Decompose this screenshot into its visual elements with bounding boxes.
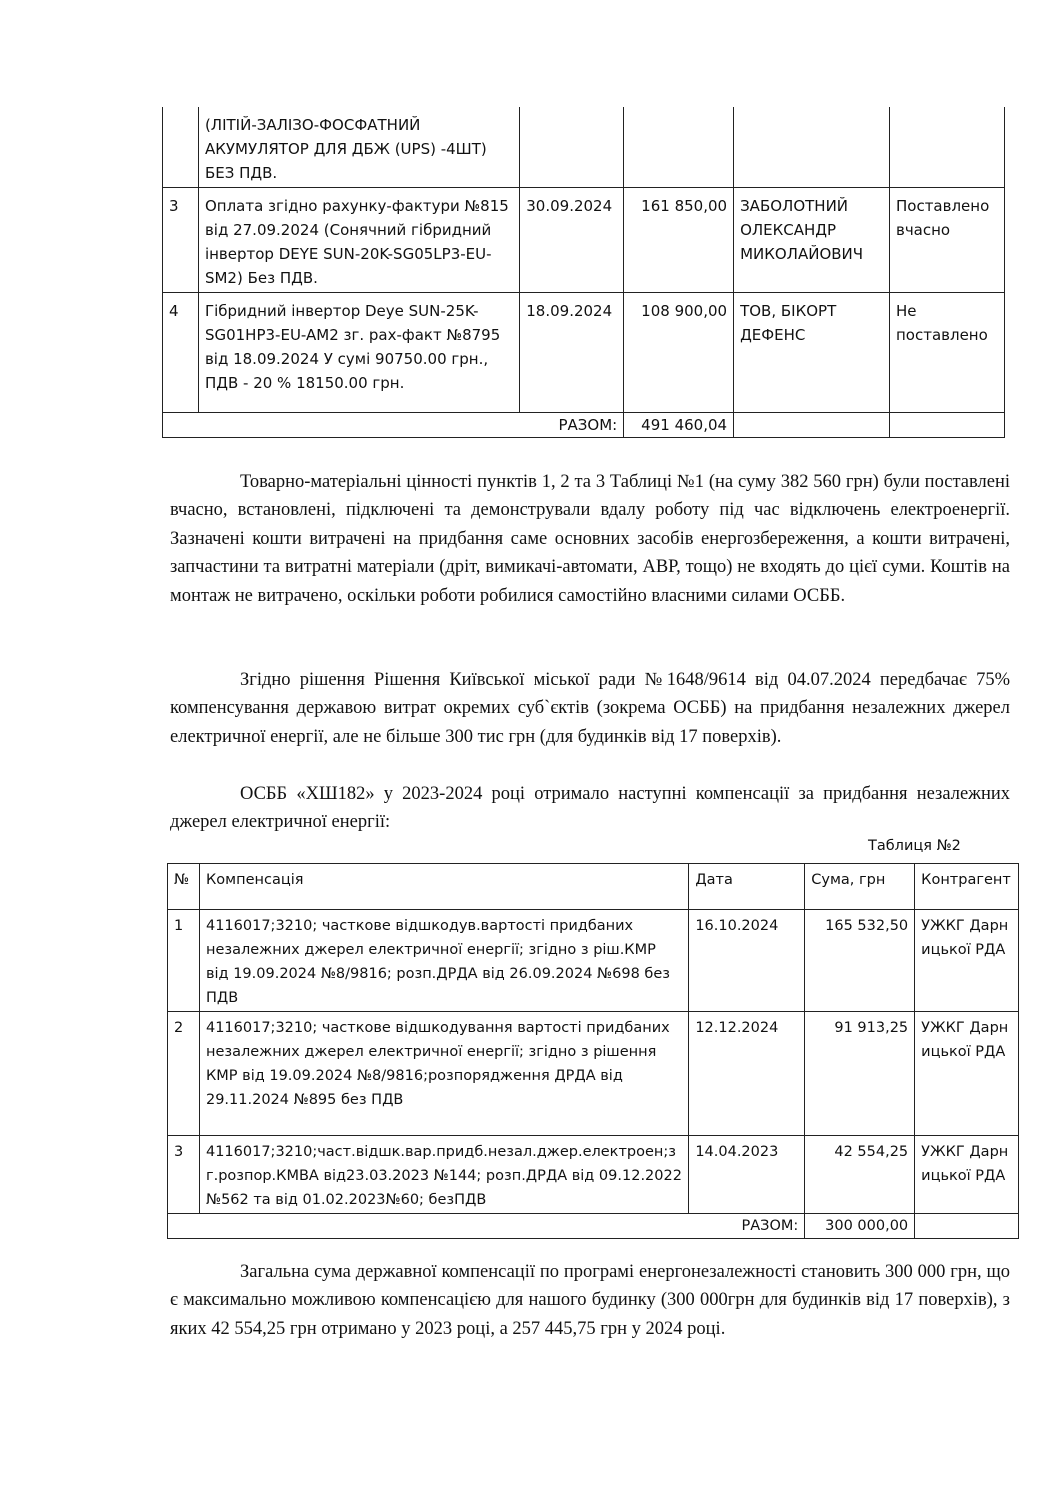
total-value: 300 000,00: [805, 1214, 915, 1239]
table-2-caption: Таблиця №2: [868, 838, 961, 854]
paragraph-goods: Товарно-матеріальні цінності пунктів 1, 2 та 3 Таблиці №1 (на суму 382 560 грн) були поставлені вчасно, встановлені, підключені та демонстрували вдалу роботу під час відключень електроенергії. Зазначені кошти витрачені на придбання саме основних засобів енергозбереження, а кошти витрачені, запчастини та витратні матеріали (дріт, вимикачі-автомати, АВР, тощо) не входять до цієї суми. Коштів на монтаж не витрачено, оскільки роботи робилися самостійно власними силами ОСББ.: [170, 472, 1010, 606]
row-date: [520, 107, 624, 188]
row-description: (ЛІТІЙ-ЗАЛІЗО-ФОСФАТНИЙ АКУМУЛЯТОР ДЛЯ ДБЖ (UPS) -4ШТ) БЕЗ ПДВ.: [198, 107, 519, 188]
header-date: Дата: [689, 864, 805, 910]
row-contractor: ТОВ, БІКОРТ ДЕФЕНС: [734, 293, 890, 413]
table-header: [168, 864, 1019, 910]
row-sum: 165 532,50: [805, 910, 915, 1012]
row-sum: 108 900,00: [624, 293, 734, 413]
row-status: Не поставлено: [889, 293, 1004, 413]
table-row: [168, 1136, 1019, 1214]
row-number: 4: [163, 293, 199, 413]
total-label: РАЗОМ:: [168, 1214, 805, 1239]
row-date: 30.09.2024: [520, 188, 624, 293]
row-description: Гібридний інвертор Deye SUN-25K-SG01HP3-EU-AM2 зг. рах-факт №8795 від 18.09.2024 У сумі 90750.00 грн., ПДВ - 20 % 18150.00 грн.: [198, 293, 519, 413]
row-description: Оплата згідно рахунку-фактури №815 від 27.09.2024 (Сонячний гібридний інвертор DEYE SUN-20K-SG05LP3-EU-SM2) Без ПДВ.: [198, 188, 519, 293]
row-number: [163, 107, 199, 188]
row-status: Поставлено вчасно: [889, 188, 1004, 293]
row-contractor: УЖКГ Дарницької РДА: [915, 1012, 1019, 1136]
table-row: [163, 293, 1005, 413]
total-row: [168, 1214, 1019, 1239]
total-row: [163, 413, 1005, 438]
paragraph-compensations: ОСББ «ХШ182» у 2023-2024 році отримало наступні компенсації за придбання незалежних джерел електричної енергії:: [170, 784, 1010, 833]
row-date: 12.12.2024: [689, 1012, 805, 1136]
empty-cell: [734, 413, 890, 438]
table-2: [167, 863, 1019, 1239]
empty-cell: [889, 413, 1004, 438]
row-number: 3: [163, 188, 199, 293]
header-compensation: Компенсація: [199, 864, 688, 910]
row-date: 16.10.2024: [689, 910, 805, 1012]
table-row: [168, 910, 1019, 1012]
header-contractor: Контрагент: [915, 864, 1019, 910]
row-sum: 42 554,25: [805, 1136, 915, 1214]
header-number: №: [168, 864, 200, 910]
total-value: 491 460,04: [624, 413, 734, 438]
row-number: 3: [168, 1136, 200, 1214]
paragraph-decision: Згідно рішення Рішення Київської міської ради №1648/9614 від 04.07.2024 передбачає 75% компенсування державою витрат окремих суб`єктів (зокрема ОСББ) на придбання незалежних джерел електричної енергії, але не більше 300 тис грн (для будинків від 17 поверхів).: [170, 670, 1010, 747]
paragraph-total-compensation: Загальна сума державної компенсації по програмі енергонезалежності становить 300 000 грн, що є максимально можливою компенсацією для нашого будинку (300 000грн для будинків від 17 поверхів), з яких 42 554,25 грн отримано у 2023 році, а 257 445,75 грн у 2024 році.: [170, 1262, 1010, 1339]
table-row: [168, 1012, 1019, 1136]
header-sum: Сума, грн: [805, 864, 915, 910]
table-row: [163, 107, 1005, 188]
row-contractor: ЗАБОЛОТНИЙ ОЛЕКСАНДР МИКОЛАЙОВИЧ: [734, 188, 890, 293]
row-contractor: УЖКГ Дарницької РДА: [915, 910, 1019, 1012]
row-contractor: [734, 107, 890, 188]
row-contractor: УЖКГ Дарницької РДА: [915, 1136, 1019, 1214]
row-sum: 91 913,25: [805, 1012, 915, 1136]
row-date: 14.04.2023: [689, 1136, 805, 1214]
table-1: [162, 107, 1005, 438]
row-sum: [624, 107, 734, 188]
row-status: [889, 107, 1004, 188]
row-date: 18.09.2024: [520, 293, 624, 413]
row-sum: 161 850,00: [624, 188, 734, 293]
empty-cell: [915, 1214, 1019, 1239]
row-compensation: 4116017;3210;част.відшк.вар.придб.незал.джер.електроен;зг.розпор.КМВА від23.03.2023 №144; розп.ДРДА від 09.12.2022 №562 та від 01.02.2023№60; безПДВ: [199, 1136, 688, 1214]
row-compensation: 4116017;3210; часткове відшкодув.вартості придбаних незалежних джерел електричної енергії; згідно з ріш.КМР від 19.09.2024 №8/9816; розп.ДРДА від 26.09.2024 №698 без ПДВ: [199, 910, 688, 1012]
table-row: [163, 188, 1005, 293]
row-number: 1: [168, 910, 200, 1012]
row-number: 2: [168, 1012, 200, 1136]
total-label: РАЗОМ:: [163, 413, 624, 438]
row-compensation: 4116017;3210; часткове відшкодування вартості придбаних незалежних джерел електричної енергії; згідно з рішення КМР від 19.09.2024 №8/9816;розпорядження ДРДА від 29.11.2024 №895 без ПДВ: [199, 1012, 688, 1136]
